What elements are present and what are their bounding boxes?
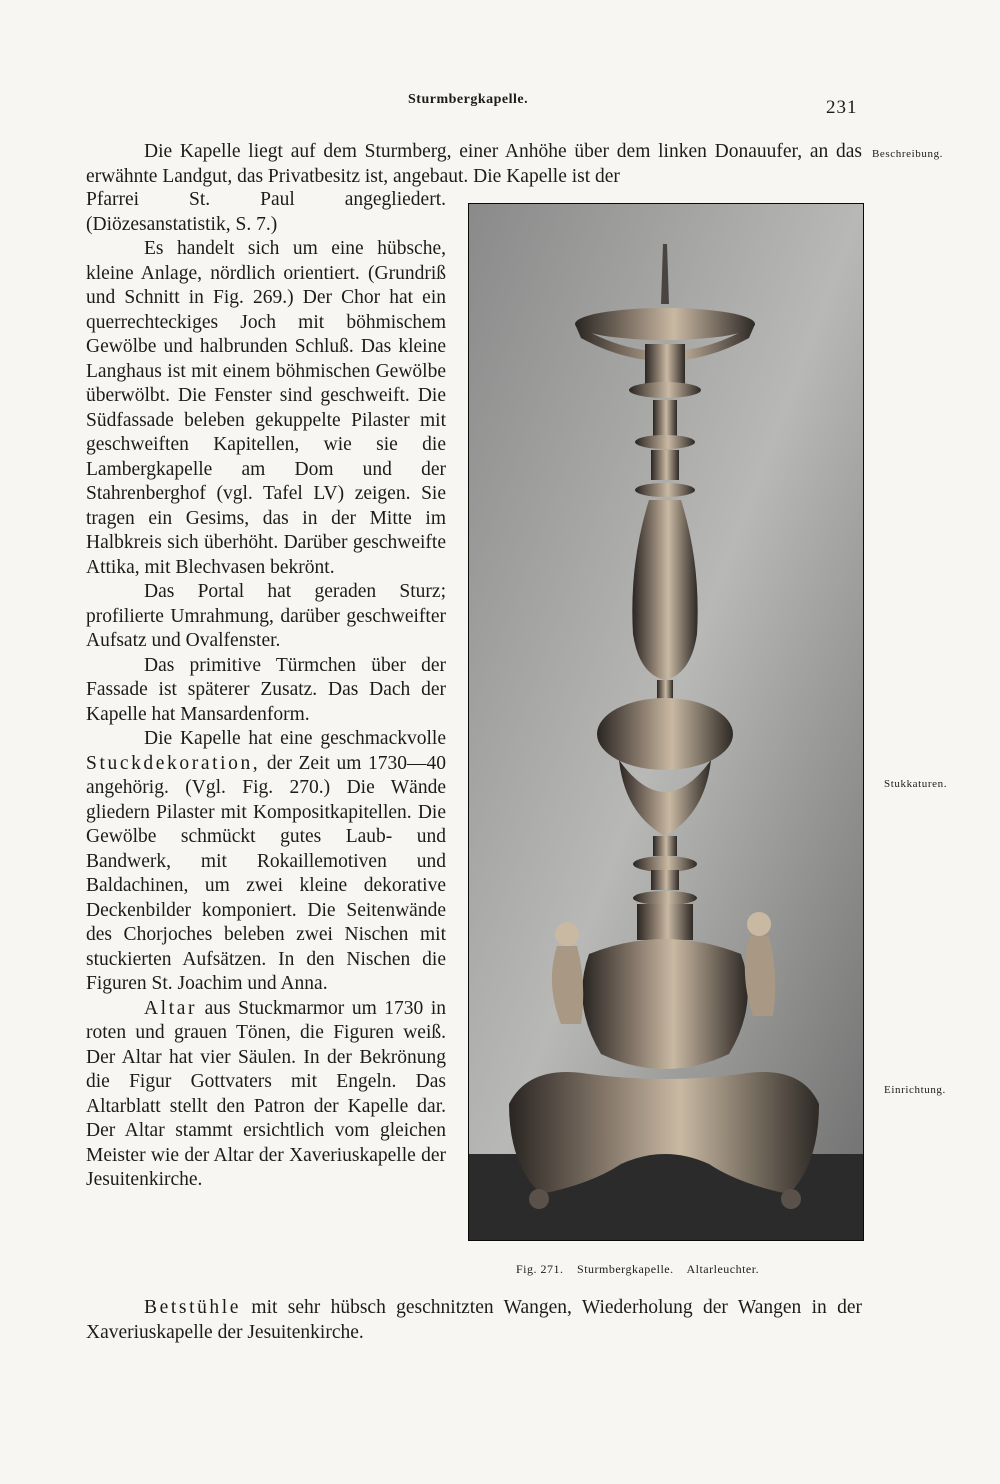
margin-note-einrichtung: Einrichtung. <box>884 1084 946 1096</box>
figure-label: Fig. 271. <box>516 1262 564 1276</box>
altar-paragraph <box>86 997 446 1193</box>
altar-keyword: Altar <box>144 997 198 1019</box>
page-number: 231 <box>826 97 858 118</box>
intro-text: Die Kapelle liegt auf dem Sturmberg, einer Anhöhe über dem linken Donauufer, an das erwähnte Landgut, das Privatbesitz ist, angebaut. Die Kapelle ist der <box>86 141 862 187</box>
candlestick-illustration <box>469 204 863 1240</box>
figure-subject: Altarleuchter. <box>686 1262 760 1276</box>
text-column <box>86 188 446 1193</box>
intro-paragraph <box>86 140 862 189</box>
intro-continuation: Pfarrei St. Paul angegliedert. (Diözesanstatistik, S. 7.) <box>86 189 446 235</box>
portal-paragraph: Das Portal hat geraden Sturz; profilierte Umrahmung, darüber geschweifter Aufsatz und Ovalfenster. <box>86 581 446 651</box>
stuck-keyword: Stuckdekoration, <box>86 752 261 774</box>
running-head: Sturmbergkapelle. <box>408 92 529 107</box>
stuck-rest: der Zeit um 1730—40 angehörig. (Vgl. Fig. 270.) Die Wände gliedern Pilaster mit Kompositkapitellen. Die Gewölbe schmückt gutes Laub- und Bandwerk, mit Rokaillemotiven und Baldachinen, um zwei kleine dekorative Deckenbilder komponiert. Die Seitenwände des Chorjoches beleben zwei Nischen mit stuckierten Aufsätzen. In den Nischen die Figuren St. Joachim und Anna. <box>86 752 447 994</box>
betstuehle-rest: mit sehr hübsch geschnitzten Wangen, Wiederholung der Wangen in der Xaveriuskapelle der Jesuitenkirche. <box>86 1297 862 1343</box>
figure-caption <box>516 1262 769 1277</box>
betstuehle-paragraph <box>86 1296 862 1345</box>
margin-note-stukkaturen: Stukkaturen. <box>884 778 948 790</box>
tuermchen-paragraph: Das primitive Türmchen über der Fassade ist späterer Zusatz. Das Dach der Kapelle hat Mansardenform. <box>86 654 446 725</box>
figure-place: Sturmbergkapelle. <box>577 1262 674 1276</box>
betstuehle-keyword: Betstühle <box>144 1297 242 1318</box>
candlestick-photo <box>468 203 864 1241</box>
stuck-lead: Die Kapelle hat eine geschmackvolle <box>144 728 446 749</box>
anlage-paragraph: Es handelt sich um eine hübsche, kleine Anlage, nördlich orientiert. (Grundriß und Schnitt in Fig. 269.) Der Chor hat ein querrechteckiges Joch mit böhmischem Gewölbe und halbrunden Schluß. Das kleine Langhaus ist mit einem böhmischen Gewölbe überwölbt. Die Fenster sind geschweift. Die Südfassade beleben gekuppelte Pilaster mit geschweiften Kapitellen, wie sie die Lambergkapelle am Dom und der Stahrenberghof (vgl. Tafel LV) zeigen. Sie tragen ein Gesims, das in der Mitte im Halbkreis sich überhöht. Darüber geschweifte Attika, mit Blechvasen bekrönt. <box>86 238 446 578</box>
stuck-paragraph <box>86 727 446 997</box>
margin-note-beschreibung: Beschreibung. <box>872 148 944 160</box>
betstuehle-text <box>86 1296 862 1345</box>
altar-rest: aus Stuckmarmor um 1730 in roten und grauen Tönen, die Figuren weiß. Der Altar hat vier Säulen. In der Bekrönung die Figur Gottvaters mit Engeln. Das Altarblatt stellt den Patron der Kapelle dar. Der Altar stammt ersichtlich vom gleichen Meister wie der Altar der Xaveriuskapelle der Jesuitenkirche. <box>86 997 446 1190</box>
